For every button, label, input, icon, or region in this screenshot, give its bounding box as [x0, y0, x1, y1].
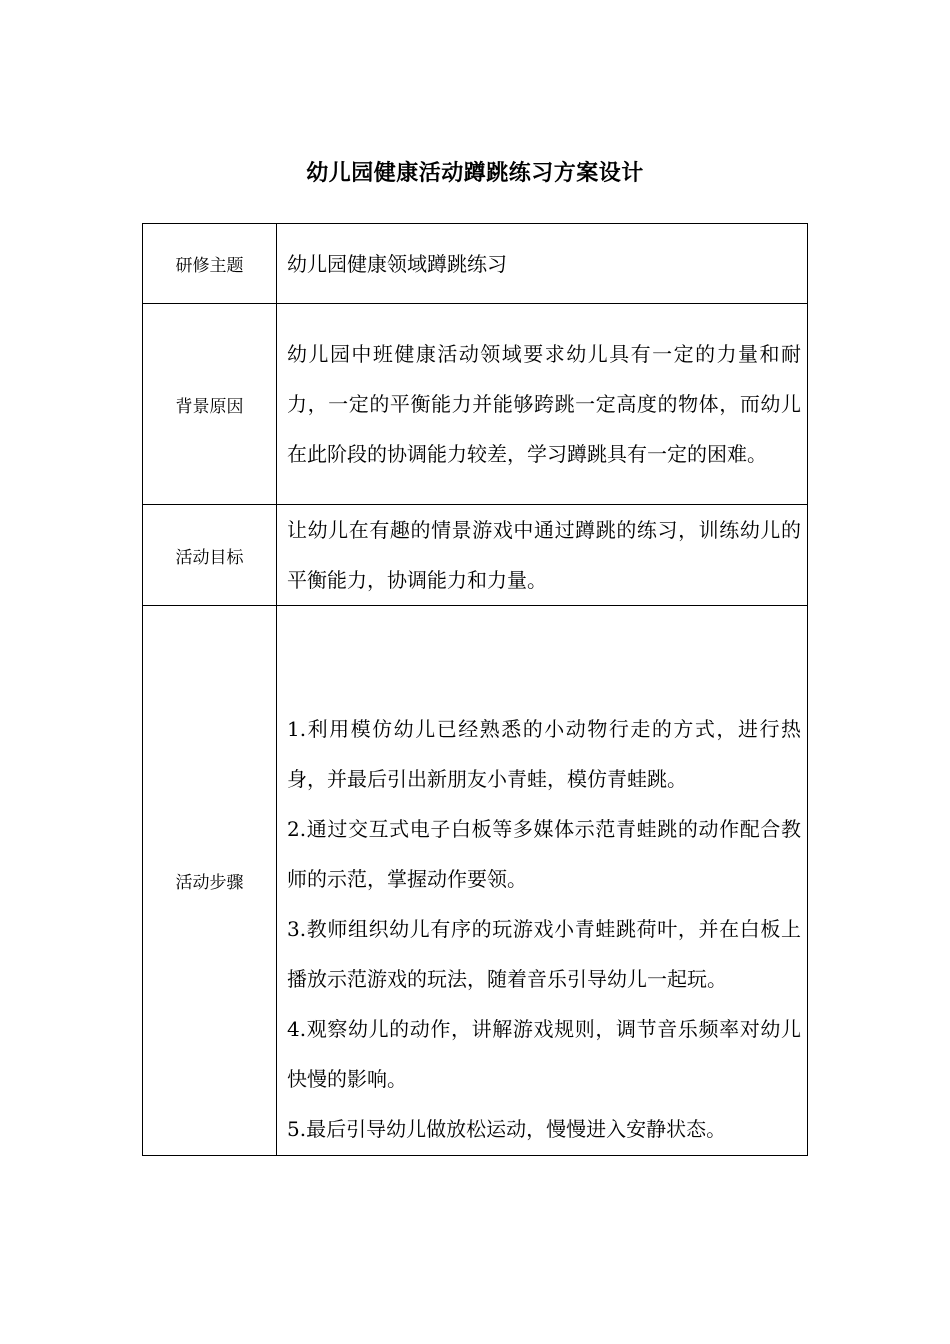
- step-item: 5.最后引导幼儿做放松运动，慢慢进入安静状态。: [287, 1117, 727, 1141]
- table-row-goal: [143, 505, 808, 606]
- row-content-steps: [277, 606, 808, 1156]
- table-row-topic: [143, 224, 808, 304]
- step-item: 4.观察幼儿的动作，讲解游戏规则，调节音乐频率对幼儿快慢的影响。: [287, 1017, 801, 1091]
- table-row-steps: [143, 606, 808, 1156]
- step-item: 1.利用模仿幼儿已经熟悉的小动物行走的方式，进行热身，并最后引出新朋友小青蛙，模仿青蛙跳。: [287, 717, 801, 791]
- row-content-goal: 让幼儿在有趣的情景游戏中通过蹲跳的练习，训练幼儿的平衡能力，协调能力和力量。: [277, 505, 808, 606]
- row-label-topic: 研修主题: [143, 224, 277, 304]
- row-label-background: 背景原因: [143, 304, 277, 505]
- row-label-steps: 活动步骤: [143, 606, 277, 1156]
- row-content-topic: 幼儿园健康领域蹲跳练习: [277, 224, 808, 304]
- step-item: 3.教师组织幼儿有序的玩游戏小青蛙跳荷叶，并在白板上播放示范游戏的玩法，随着音乐引导幼儿一起玩。: [287, 917, 801, 991]
- row-content-background: 幼儿园中班健康活动领域要求幼儿具有一定的力量和耐力，一定的平衡能力并能够跨跳一定高度的物体，而幼儿在此阶段的协调能力较差，学习蹲跳具有一定的困难。: [277, 304, 808, 505]
- row-label-goal: 活动目标: [143, 505, 277, 606]
- page-title: 幼儿园健康活动蹲跳练习方案设计: [306, 160, 644, 186]
- plan-table: [142, 223, 808, 1156]
- table-row-background: [143, 304, 808, 505]
- step-item: 2.通过交互式电子白板等多媒体示范青蛙跳的动作配合教师的示范，掌握动作要领。: [287, 817, 801, 891]
